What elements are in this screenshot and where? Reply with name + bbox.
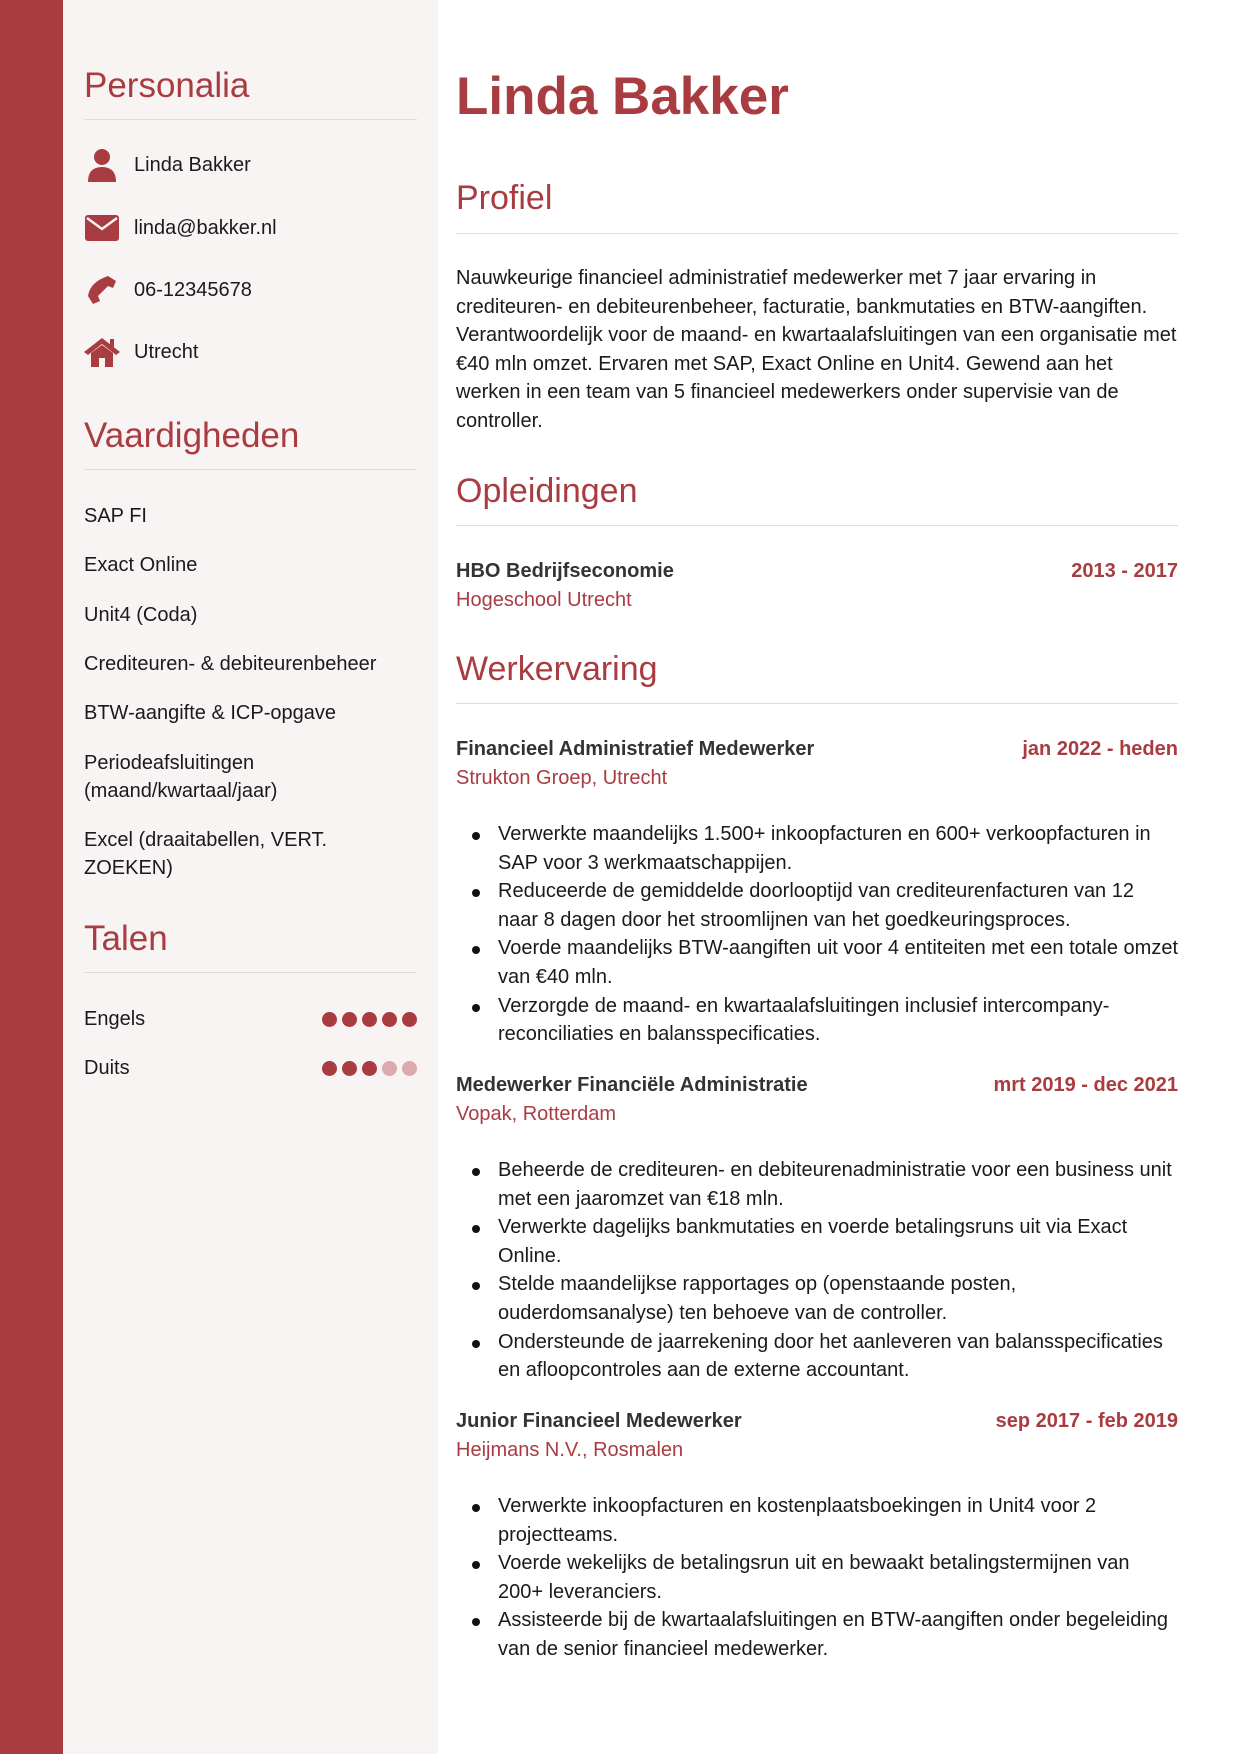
- skill-item: Periodeafsluitingen (maand/kwartaal/jaar): [84, 752, 278, 802]
- level-dot-filled: [342, 1012, 357, 1027]
- level-dot-empty: [402, 1061, 417, 1076]
- bullet-icon: [472, 1504, 480, 1512]
- experience-heading: Werkervaring: [456, 650, 658, 688]
- bullet-icon: [472, 1618, 480, 1626]
- skill-item: Crediteuren- & debiteurenbeheer: [84, 653, 377, 675]
- list-item: Beheerde de crediteuren- en debiteurenadministratie voor een business unit met een jaaromzet van €18 mln.: [498, 1156, 1178, 1213]
- list-item: Verwerkte maandelijks 1.500+ inkoopfacturen en 600+ verkoopfacturen in SAP voor 3 werkmaatschappijen.: [498, 820, 1178, 877]
- level-dot-filled: [362, 1061, 377, 1076]
- job-title: Junior Financieel Medewerker: [456, 1410, 742, 1432]
- job-date: jan 2022 - heden: [1022, 738, 1178, 760]
- bullet-icon: [472, 1561, 480, 1569]
- job-date: sep 2017 - feb 2019: [995, 1410, 1178, 1432]
- skill-item: Excel (draaitabellen, VERT. ZOEKEN): [84, 829, 328, 879]
- bullet-icon: [472, 1225, 480, 1233]
- contact-location: Utrecht: [84, 335, 417, 369]
- person-icon: [83, 148, 121, 182]
- list-item: Voerde wekelijks de betalingsrun uit en bewaakt betalingstermijnen van 200+ leveranciers.: [498, 1549, 1178, 1606]
- bullet-icon: [472, 889, 480, 897]
- job-company: Vopak, Rotterdam: [456, 1103, 617, 1125]
- list-item: Verwerkte inkoopfacturen en kostenplaatsboekingen in Unit4 voor 2 projectteams.: [498, 1492, 1178, 1549]
- skill-item: BTW-aangifte & ICP-opgave: [84, 702, 336, 724]
- language-row: [84, 1005, 417, 1033]
- language-name: Engels: [84, 1007, 146, 1030]
- job-date: mrt 2019 - dec 2021: [993, 1074, 1178, 1096]
- job-bullets: [456, 820, 1178, 1049]
- divider: [456, 525, 1178, 526]
- education-date: 2013 - 2017: [1071, 560, 1178, 582]
- divider: [84, 469, 417, 470]
- list-item: Verzorgde de maand- en kwartaalafsluitingen inclusief intercompany-reconciliaties en balansspecificaties.: [498, 992, 1178, 1049]
- education-heading: Opleidingen: [456, 472, 638, 510]
- personalia-heading: Personalia: [84, 66, 250, 105]
- education-title: HBO Bedrijfseconomie: [456, 560, 674, 582]
- language-level: [322, 1061, 417, 1076]
- level-dot-filled: [382, 1012, 397, 1027]
- level-dot-filled: [342, 1061, 357, 1076]
- divider: [456, 233, 1178, 234]
- bullet-icon: [472, 1168, 480, 1176]
- level-dot-filled: [362, 1012, 377, 1027]
- contact-phone: 06-12345678: [84, 273, 417, 307]
- bullet-icon: [472, 832, 480, 840]
- candidate-name: Linda Bakker: [456, 67, 789, 126]
- job-bullets: [456, 1492, 1178, 1664]
- language-row: [84, 1054, 417, 1082]
- bullet-icon: [472, 1282, 480, 1290]
- education-institution: Hogeschool Utrecht: [456, 589, 632, 611]
- skills-heading: Vaardigheden: [84, 416, 300, 455]
- job-company: Strukton Groep, Utrecht: [456, 767, 668, 789]
- language-level: [322, 1012, 417, 1027]
- bullet-icon: [472, 1004, 480, 1012]
- contact-name: Linda Bakker: [84, 148, 417, 182]
- home-icon: [83, 335, 121, 369]
- accent-stripe: [0, 0, 63, 1754]
- divider: [456, 703, 1178, 704]
- sidebar: [63, 0, 438, 1754]
- bullet-icon: [472, 1340, 480, 1348]
- phone-icon: [83, 273, 121, 307]
- job-bullets: [456, 1156, 1178, 1385]
- level-dot-filled: [322, 1061, 337, 1076]
- list-item: Verwerkte dagelijks bankmutaties en voerde betalingsruns uit via Exact Online.: [498, 1213, 1178, 1270]
- level-dot-empty: [382, 1061, 397, 1076]
- list-item: Assisteerde bij de kwartaalafsluitingen en BTW-aangiften onder begeleiding van de senior financieel medewerker.: [498, 1606, 1178, 1663]
- divider: [84, 972, 417, 973]
- language-name: Duits: [84, 1056, 130, 1079]
- job-company: Heijmans N.V., Rosmalen: [456, 1439, 684, 1461]
- list-item: Stelde maandelijkse rapportages op (openstaande posten, ouderdomsanalyse) ten behoeve van de controller.: [498, 1270, 1178, 1327]
- skill-item: Unit4 (Coda): [84, 604, 198, 626]
- job-title: Financieel Administratief Medewerker: [456, 738, 815, 760]
- list-item: Voerde maandelijks BTW-aangiften uit voor 4 entiteiten met een totale omzet van €40 mln.: [498, 934, 1178, 991]
- divider: [84, 119, 417, 120]
- level-dot-filled: [402, 1012, 417, 1027]
- envelope-icon: [83, 211, 121, 245]
- level-dot-filled: [322, 1012, 337, 1027]
- job-title: Medewerker Financiële Administratie: [456, 1074, 808, 1096]
- languages-heading: Talen: [84, 919, 168, 958]
- profile-heading: Profiel: [456, 179, 553, 217]
- contact-email: linda@bakker.nl: [84, 211, 417, 245]
- skill-item: Exact Online: [84, 554, 198, 576]
- list-item: Ondersteunde de jaarrekening door het aanleveren van balansspecificaties en afloopcontroles aan de externe accountant.: [498, 1328, 1178, 1385]
- skill-item: SAP FI: [84, 505, 147, 527]
- profile-text: Nauwkeurige financieel administratief medewerker met 7 jaar ervaring in crediteuren- en debiteurenbeheer, facturatie, bankmutaties en BTW-aangiften. Verantwoordelijk voor de maand- en kwartaalafsluitingen van een organisatie met €40 mln omzet. Ervaren met SAP, Exact Online en Unit4. Gewend aan het werken in een team van 5 financieel medewerkers onder supervisie van de controller.: [456, 267, 1177, 432]
- bullet-icon: [472, 946, 480, 954]
- list-item: Reduceerde de gemiddelde doorlooptijd van crediteurenfacturen van 12 naar 8 dagen door het stroomlijnen van het goedkeuringsproces.: [498, 877, 1178, 934]
